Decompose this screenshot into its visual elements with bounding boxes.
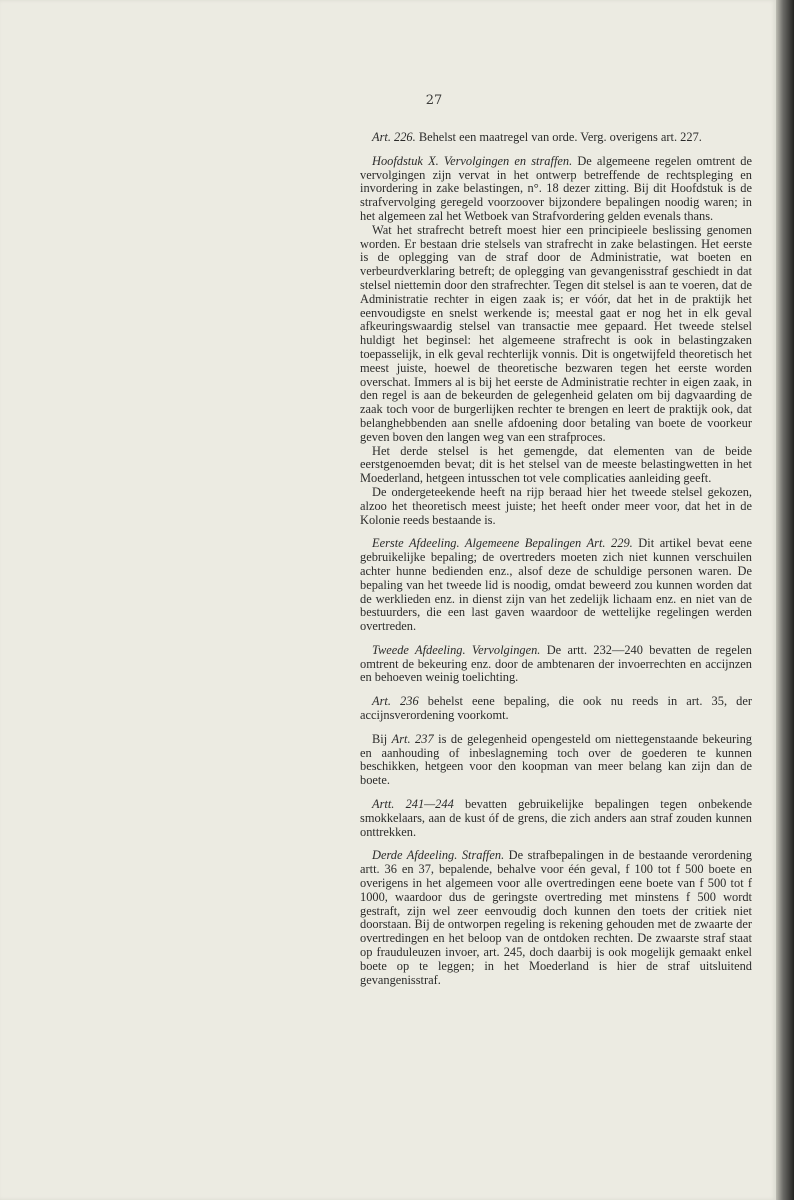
art-236-heading: Art. 236 bbox=[372, 694, 419, 709]
eerste-afdeeling-body: Dit artikel bevat eene gebruikelijke bepaling; de overtreders moeten zich niet kunnen verschuilen achter hunne bedienden enz., alsof deze de schuldige personen waren. De bepaling van het tweede lid is noodig, omdat beweerd zou kunnen worden dat de werklieden enz. in dienst zijn van het zedelijk lichaam enz. en niet van de bestuurders, die een last gaven waardoor de wettelijke regelingen werden overtreden. bbox=[360, 536, 752, 634]
paragraph-tweede-afdeeling bbox=[360, 644, 752, 685]
derde-afdeeling-body: De strafbepalingen in de bestaande verordening artt. 36 en 37, bepalende, behalve voor één geval, f 100 tot f 500 boete en overigens in het algemeen voor alle overtredingen eene boete van f 500 tot f 1000, waardoor dus de geringste overtreding met minstens f 500 wordt gestraft, zijn wel zeer eenvoudig doch kunnen den toets der critiek niet doorstaan. Bij de ontworpen regeling is rekening gehouden met de zwaarte der overtredingen en het beloop van de ontdoken rechten. De zwaarste straf staat op frauduleuzen invoer, art. 245, doch daarbij is ook mogelijk gemaakt enkel boete op te leggen; in het Moederland is hier de straf uitsluitend gevangenisstraf. bbox=[360, 848, 753, 987]
paragraph-derde-stelsel: Het derde stelsel is het gemengde, dat elementen van de beide eerstgenoemden bevat; dit is het stelsel van de meeste belastingwetten in het Moederland, hetgeen intusschen tot vele complicaties aanleiding geeft. bbox=[360, 443, 752, 486]
art-226-body: Behelst een maatregel van orde. Verg. overigens art. 227. bbox=[415, 130, 702, 144]
page-number: 27 bbox=[425, 93, 443, 108]
text-column bbox=[360, 131, 752, 987]
eerste-afdeeling-heading: Eerste Afdeeling. Algemeene Bepalingen Art. 229. bbox=[372, 536, 633, 551]
paragraph-art-226 bbox=[360, 131, 752, 145]
paragraph-eerste-afdeeling bbox=[360, 537, 752, 634]
tweede-afdeeling-heading: Tweede Afdeeling. Vervolgingen. bbox=[372, 642, 541, 657]
paragraph-strafrecht: Wat het strafrecht betreft moest hier een principieele beslissing genomen worden. Er bestaan drie stelsels van strafrecht in zake belastingen. Het eerste is de oplegging van de straf door de Administratie, wat boeten en verbeurdverklaring betreft; de oplegging van gevangenisstraf geschiedt in dat stelsel niettemin door den strafrechter. Tegen dit stelsel is aan te voeren, dat de Administratie rechter in eigen zaak is; er vóór, dat het in de praktijk het eenvoudigste en snelst werkende is; meestal gaat er nog het in elk geval afkeuringswaardig stelsel van transactie mee gepaard. Het tweede stelsel huldigt het beginsel: het algemeene strafrecht is ook in belastingzaken toepasselijk, in elk geval rechterlijk vonnis. Dit is ongetwijfeld theoretisch het meest juiste, hoewel de theoretische bezwaren tegen het eerste worden overschat. Immers al is bij het eerste de Administratie rechter in eigen zaak, in den regel is aan de bekeurden de gelegenheid gelaten om bij dagvaarding de zaak toch voor de burgerlijken rechter te brengen en leert de praktijk ook, dat belanghebbenden aan snelle afdoening door betaling van boete de voorkeur geven boven den langen weg van een strafproces. bbox=[360, 222, 752, 444]
tweede-afdeeling-body: De artt. 232—240 bevatten de regelen omtrent de bekeuring enz. door de ambtenaren der invoerrechten en accijnzen en behoeven weinig toelichting. bbox=[360, 642, 752, 685]
art-226-heading: Art. 226. bbox=[372, 130, 416, 144]
paragraph-art-237 bbox=[360, 733, 752, 788]
page-edge bbox=[776, 0, 794, 1200]
paragraph-tweede-stelsel-gekozen: De ondergeteekende heeft na rijp beraad hier het tweede stelsel gekozen, alzoo het theoretisch meest juiste; het heeft onder meer voor, dat het in de Kolonie reeds bestaande is. bbox=[360, 484, 752, 527]
derde-afdeeling-heading: Derde Afdeeling. Straffen. bbox=[372, 848, 505, 863]
artt-241-244-heading: Artt. 241—244 bbox=[372, 797, 454, 812]
paragraph-art-236 bbox=[360, 695, 752, 723]
paragraph-derde-afdeeling bbox=[360, 849, 752, 987]
art-236-body: behelst eene bepaling, die ook nu reeds in art. 35, der accijnsverordening voorkomt. bbox=[360, 694, 752, 723]
art-237-heading: Art. 237 bbox=[391, 731, 434, 746]
paragraph-hoofdstuk-x bbox=[360, 155, 752, 224]
hoofdstuk-x-body: De algemeene regelen omtrent de vervolgingen zijn vervat in het ontwerp betreffende de rechtspleging en invordering in zake belastingen, n°. 18 dezer zitting. Bij dit Hoofdstuk is de strafvervolging geregeld voorzoover bijzondere bepalingen noodig waren; in het algemeen zal het Wetboek van Strafvordering gelden evenals thans. bbox=[360, 153, 752, 223]
art-237-body: is de gelegenheid opengesteld om niettegenstaande bekeuring en aanhouding of inbeslagneming toch over de goederen te kunnen beschikken, hetgeen voor den koopman van meer belang kan zijn dan de boete. bbox=[360, 731, 752, 788]
artt-241-244-body: bevatten gebruikelijke bepalingen tegen onbekende smokkelaars, aan de kust óf de grens, die zich anders aan straf zouden kunnen onttrekken. bbox=[360, 797, 752, 839]
hoofdstuk-x-heading: Hoofdstuk X. Vervolgingen en straffen. bbox=[372, 153, 573, 168]
art-237-prefix: Bij bbox=[372, 731, 392, 746]
paragraph-artt-241-244 bbox=[360, 798, 752, 839]
